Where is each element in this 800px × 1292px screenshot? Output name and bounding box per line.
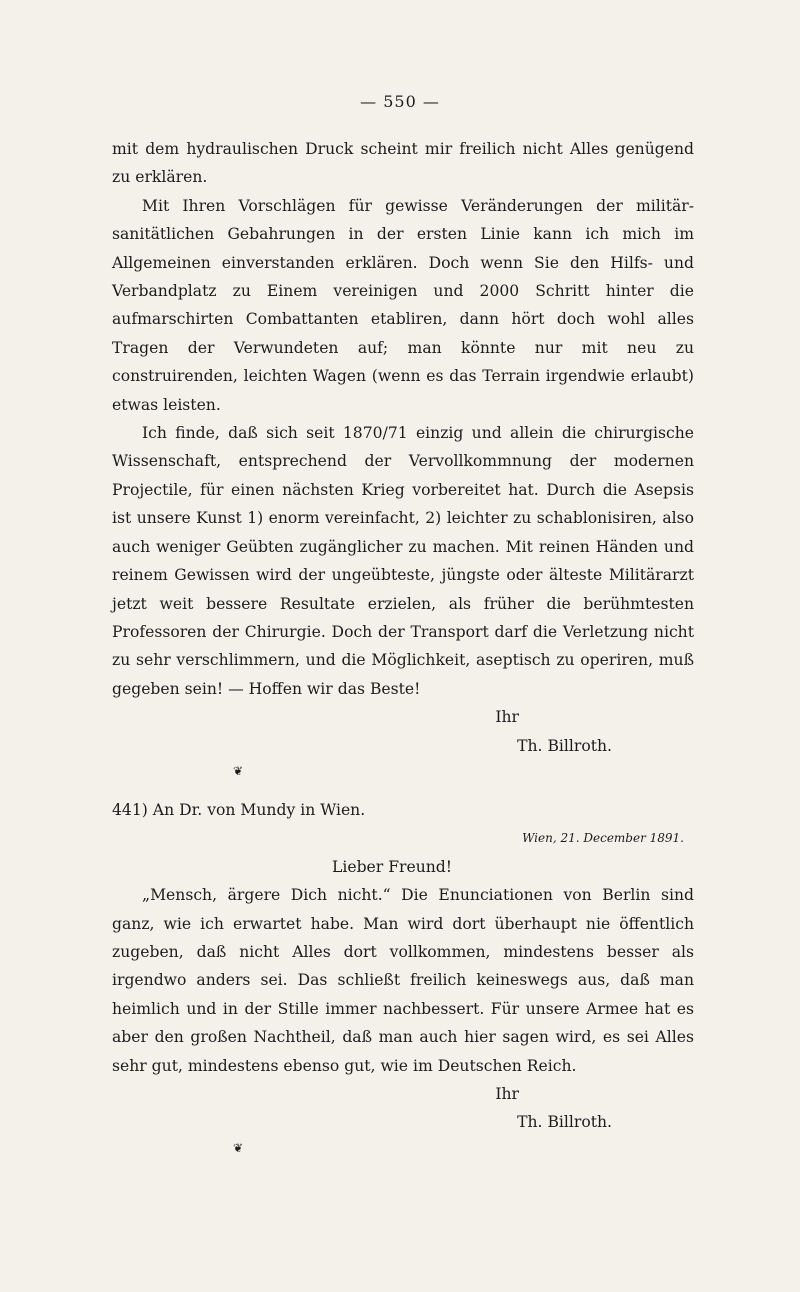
signature: Th. Billroth. [517,1113,612,1132]
ornament-icon: ❦ [232,1140,244,1155]
closing: Ihr [495,708,519,727]
paragraph: „Mensch, ärgere Dich nicht.“ Die Enunciationen von Berlin sind ganz, wie ich erwartet habe. Man wird dort überhaupt nie öffentlich zugeben, daß nicht Alles dort vollkommen, mindestens besser als irgendwo anders sei. Das schließt freilich keineswegs aus, daß man heimlich und in der Stille immer nachbessert. Für unsere Armee hat es aber den großen Nachtheil, daß man auch hier sagen wird, es sei Alles sehr gut, mindestens ebenso gut, wie im Deutschen Reich. [112,886,694,1075]
letter-heading: 441) An Dr. von Mundy in Wien. [112,800,366,819]
ornament-icon: ❦ [232,763,244,778]
salutation: Lieber Freund! [332,857,453,876]
paragraph: mit dem hydraulischen Druck scheint mir freilich nicht Alles genügend zu erklären. [112,140,694,187]
closing: Ihr [495,1085,519,1103]
page-body [112,135,694,1159]
paragraph: Mit Ihren Vorschlägen für gewisse Veränderungen der militär-sanitätlichen Gebahrungen in der ersten Linie kann ich mich im Allgemeinen einverstanden erklären. Doch wenn Sie den Hilfs- und Verbandplatz zu Einem vereinigen und 2000 Schritt hinter die aufmarschirten Combattanten etabliren, dann hört doch wohl alles Tragen der Verwundeten auf; man könnte nur mit neu zu construirenden, leichten Wagen (wenn es das Terrain irgendwie erlaubt) etwas leisten. [112,196,694,414]
running-head: — 550 — [360,92,440,111]
signature: Th. Billroth. [517,736,612,755]
letter-dateline: Wien, 21. December 1891. [522,831,684,846]
paragraph: Ich finde, daß sich seit 1870/71 einzig und allein die chirurgische Wissenschaft, entsprechend der Vervollkommnung der modernen Projectile, für einen nächsten Krieg vorbereitet hat. Durch die Asepsis ist unsere Kunst 1) enorm vereinfacht, 2) leichter zu schablonisiren, also auch weniger Geübten zugänglicher zu machen. Mit reinen Händen und reinem Gewissen wird der ungeübteste, jüngste oder älteste Militärarzt jetzt weit bessere Resultate erzielen, als früher die berühmtesten Professoren der Chirurgie. Doch der Transport darf die Verletzung nicht zu sehr verschlimmern, und die Möglichkeit, aseptisch zu operiren, muß gegeben sein! — Hoffen wir das Beste! [112,424,694,698]
